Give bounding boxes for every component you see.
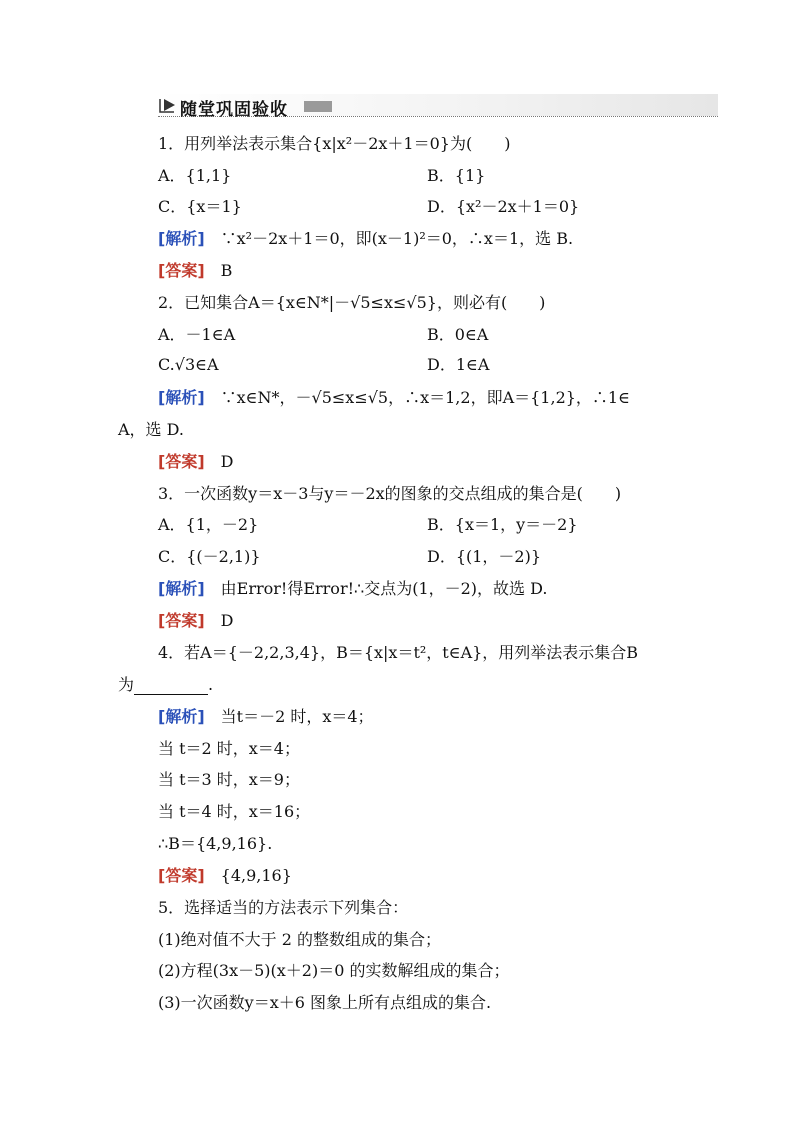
answer-text: {4,9,16} <box>204 866 292 885</box>
answer-text: D <box>204 452 234 471</box>
analysis-tag: [解析] <box>158 579 205 598</box>
q4-step-4: 当 t＝4 时，x＝16； <box>158 802 311 821</box>
question-4-continued <box>118 675 213 695</box>
question-4: 4．若A＝{－2,2,3,4}，B＝{x|x＝t²，t∈A}，用列举法表示集合B <box>158 643 639 662</box>
q1-option-a: A．{1,1} <box>158 166 232 185</box>
q2-analysis <box>158 388 630 408</box>
q2-option-c: C.√3∈A <box>158 355 219 374</box>
q4-answer <box>158 866 292 886</box>
question-5: 5．选择适当的方法表示下列集合： <box>158 898 409 917</box>
answer-tag: [答案] <box>158 611 205 630</box>
q4-analysis <box>158 707 374 727</box>
q3-option-b: B．{x＝1，y＝－2} <box>427 515 578 534</box>
q2-answer <box>158 452 233 472</box>
q2-option-d: D．1∈A <box>427 355 490 374</box>
answer-text: B <box>204 261 233 280</box>
q1-option-c: C．{x＝1} <box>158 197 242 216</box>
q3-option-a: A．{1，－2} <box>158 515 259 534</box>
q2-analysis-continued: A，选 D. <box>118 420 184 439</box>
q1-answer <box>158 261 232 281</box>
q3-answer <box>158 611 233 631</box>
question-1: 1．用列举法表示集合{x|x²－2x＋1＝0}为( ) <box>158 134 511 153</box>
q1-option-b: B．{1} <box>427 166 486 185</box>
analysis-tag: [解析] <box>158 707 205 726</box>
q1-option-d: D．{x²－2x＋1＝0} <box>427 197 580 216</box>
q4-step-2: 当 t＝2 时，x＝4； <box>158 739 300 758</box>
section-header <box>158 94 718 120</box>
analysis-tag: [解析] <box>158 388 205 407</box>
q3-analysis <box>158 579 547 599</box>
analysis-text: 当t＝－2 时，x＝4； <box>204 707 374 726</box>
q4-step-3: 当 t＝3 时，x＝9； <box>158 770 300 789</box>
q3-option-c: C．{(－2,1)} <box>158 547 261 566</box>
analysis-text: ∵x²－2x＋1＝0，即(x－1)²＝0，∴x＝1，选 B. <box>204 229 574 248</box>
q5-part-3: (3)一次函数y＝x＋6 图象上所有点组成的集合. <box>158 993 492 1012</box>
analysis-tag: [解析] <box>158 229 205 248</box>
answer-tag: [答案] <box>158 866 205 885</box>
analysis-text: ∵x∈N*，－√5≤x≤√5，∴x＝1,2，即A＝{1,2}，∴1∈ <box>204 388 630 407</box>
section-title: 随堂巩固验收 <box>180 100 288 120</box>
q4-suffix: . <box>208 675 214 694</box>
answer-blank <box>134 678 208 695</box>
answer-tag: [答案] <box>158 452 205 471</box>
analysis-text: 由Error!得Error!∴交点为(1，－2)，故选 D. <box>204 579 548 598</box>
q2-option-b: B．0∈A <box>427 325 489 344</box>
q4-step-5: ∴B＝{4,9,16}. <box>158 834 273 853</box>
q1-analysis <box>158 229 573 249</box>
q5-part-2: (2)方程(3x－5)(x＋2)＝0 的实数解组成的集合； <box>158 961 510 980</box>
header-bar <box>304 101 332 112</box>
answer-tag: [答案] <box>158 261 205 280</box>
question-3: 3．一次函数y＝x－3与y＝－2x的图象的交点组成的集合是( ) <box>158 484 622 503</box>
q5-part-1: (1)绝对值不大于 2 的整数组成的集合； <box>158 930 442 949</box>
answer-text: D <box>204 611 234 630</box>
q2-option-a: A．－1∈A <box>158 325 236 344</box>
q4-prefix: 为 <box>118 675 135 694</box>
q3-option-d: D．{(1，－2)} <box>427 547 542 566</box>
question-2: 2．已知集合A＝{x∈N*|－√5≤x≤√5}，则必有( ) <box>158 293 546 312</box>
play-badge-icon <box>159 97 177 113</box>
